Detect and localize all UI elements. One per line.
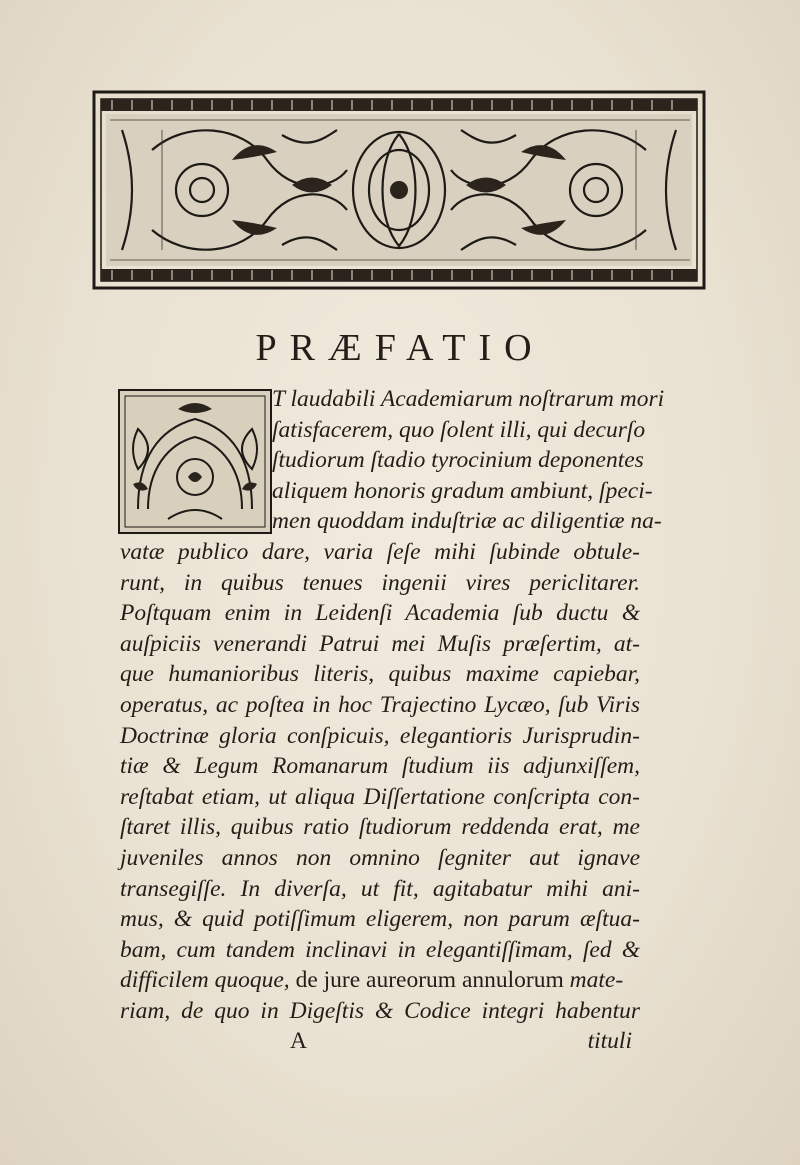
text-line: runt, in quibus tenues ingenii vires periclitarer.	[120, 569, 640, 596]
text-line: auſpiciis venerandi Patrui mei Muſis præſertim, at-	[120, 630, 640, 657]
text-line: transegiſſe. In diverſa, ut fit, agitabatur mihi ani-	[120, 875, 640, 902]
body-text	[120, 384, 665, 1057]
page-title: PRÆFATIO	[255, 327, 545, 369]
text-line: bam, cum tandem inclinavi in elegantiſſimam, ſed &	[120, 936, 640, 963]
catchword: tituli	[587, 1028, 632, 1055]
text-line: reſtabat etiam, ut aliqua Diſſertatione conſcripta con-	[120, 783, 640, 810]
text-line: ſtudiorum ſtadio tyrocinium deponentes	[272, 447, 644, 474]
page-footer	[120, 1026, 640, 1057]
text-line: aliquem honoris gradum ambiunt, ſpeci-	[272, 477, 653, 504]
text-line: juveniles annos non omnino ſegniter aut ignave	[120, 844, 640, 871]
text-line: ſatisfacerem, quo ſolent illi, qui decurſo	[272, 416, 646, 443]
text-line: Poſtquam enim in Leidenſi Academia ſub ductu &	[120, 600, 640, 627]
roman-phrase: de jure aureorum annulorum	[295, 967, 564, 994]
line-end: mate-	[569, 967, 624, 994]
text-line: riam, de quo in Digeſtis & Codice integri habentur	[120, 997, 640, 1024]
text-line: vatæ publico dare, varia ſeſe mihi ſubinde obtule-	[120, 538, 640, 565]
text-line: tiæ & Legum Romanarum ſtudium iis adjunxiſſem,	[120, 753, 640, 780]
text-line: que humanioribus literis, quibus maxime capiebar,	[120, 661, 640, 688]
signature-mark: A	[290, 1028, 307, 1055]
ornamental-headpiece	[92, 90, 706, 290]
text-line: men quoddam induſtriæ ac diligentiæ na-	[272, 508, 662, 535]
text-line: ſtaret illis, quibus ratio ſtudiorum reddenda erat, me	[120, 814, 640, 841]
text-line-mixed: difficilem quoque, de jure aureorum annulorum mate-	[120, 967, 624, 994]
text-line: T laudabili Academiarum noſtrarum mori	[272, 386, 665, 412]
text-line: mus, & quid potiſſimum eligerem, non parum æſtua-	[120, 906, 640, 933]
text-line: Doctrinæ gloria conſpicuis, elegantioris Jurisprudin-	[120, 722, 640, 749]
text-line: operatus, ac poſtea in hoc Trajectino Lycæo, ſub Viris	[120, 691, 640, 718]
